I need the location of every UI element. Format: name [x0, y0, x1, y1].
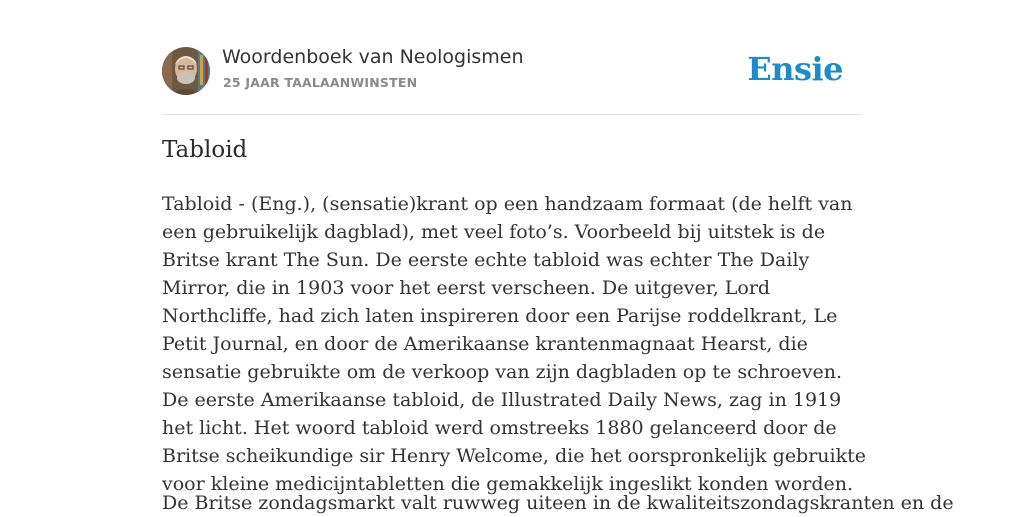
author-avatar[interactable] — [162, 47, 210, 95]
site-subtitle: 25 JAAR TAALAANWINSTEN — [223, 75, 418, 90]
article-title: Tabloid — [162, 137, 248, 163]
article-paragraph: Tabloid - (Eng.), (sensatie)krant op een handzaam formaat (de helft van een gebruikelijk dagblad), met veel foto’s. Voorbeeld bij uitstek is de Britse krant The Sun. De eerste echte tabloid was echter The Daily Mirror, die in 1903 voor het eerst verscheen. De uitgever, Lord Northcliffe, had zich laten inspireren door een Parijse roddelkrant, Le Petit Journal, en door de Amerikaanse krantenmagnaat Hearst, die sensatie gebruikte om de verkoop van zijn dagbladen op te schroeven. De eerste Amerikaanse tabloid, de Illustrated Daily News, zag in 1919 het licht. Het woord tabloid werd omstreeks 1880 gelanceerd door de Britse scheikundige sir Henry Welcome, die het oorspronkelijk gebruikte voor kleine medicijntabletten die gemakkelijk ingeslikt konden worden. — [162, 193, 867, 495]
site-title[interactable]: Woordenboek van Neologismen — [222, 46, 524, 68]
page-container — [162, 0, 954, 514]
article-paragraph: De Britse zondagsmarkt valt ruwweg uiteen in de kwaliteitszondagskranten en de — [162, 492, 954, 514]
site-header — [162, 0, 862, 115]
avatar-image — [162, 47, 210, 95]
brand-logo[interactable]: Ensie — [747, 50, 843, 88]
